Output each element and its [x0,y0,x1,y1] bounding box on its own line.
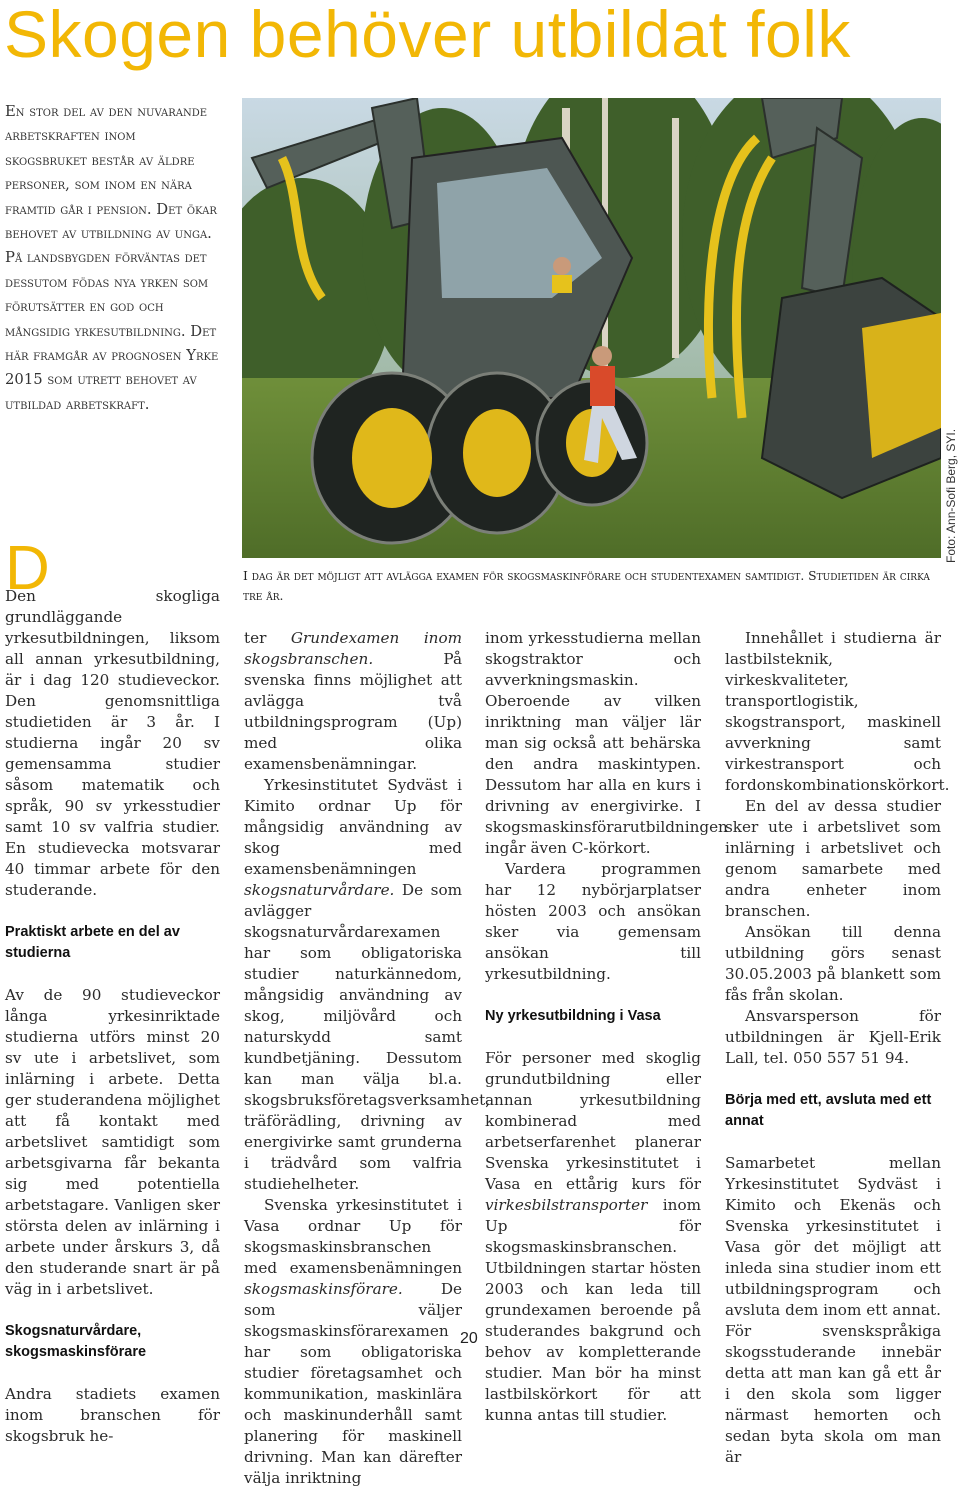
forest-machine-photo [242,98,941,558]
photo-caption: I dag är det möjligt att avlägga examen för skogsmaskinförare och studentexamen samtidigt. Studietiden är cirka tre år. [243,569,930,603]
col3-p3-c: inom Up för skogsmaskinsbranschen. Utbildningen startar hösten 2003 och kan leda till grundexamen beroende på studerandes bakgrund och behov av kompletterande studier. Man bör ha minst lastbilskörkort för att kunna antas till studier. [485,1196,701,1424]
col2-p3-c: De som väljer skogsmaskinsförarexamen har som obligatoriska studier företagsamhet och kommunikation, maskinlära och maskinunderhåll samt planering för maskinell drivning. Man kan därefter välja inriktning [244,1280,462,1487]
col2-p2-a: Yrkesinstitutet Sydväst i Kimito ordnar Up för mångsidig användning av skog med examensbenämningen [244,776,462,878]
col4-paragraph-2: En del av dessa studier sker ute i arbetslivet som inlärning i arbetslivet och genom samarbete med andra enheter inom branschen. [725,797,941,920]
harvester-head [762,278,941,498]
col2-p1-b: Grundexamen inom skogsbranschen. [244,629,462,668]
col1-paragraph-1: Den skogliga grundläggande yrkesutbildningen, liksom all annan yrkesutbildning, är i dag 120 studieveckor. Den genomsnittliga studietiden är 3 år. I studierna ingår 20 sv gemensamma studier såsom matematik och språk, 90 sv yrkesstudier samt 10 sv valfria studier. En studievecka motsvarar 40 timmar arbete för den studerande. [5,587,220,899]
col1-paragraph-2: Av de 90 studieveckor långa yrkesinriktade studierna utförs minst 20 sv ute i arbetslivet, som inlärning i arbete. Detta ger studerandena möjlighet att få kontakt med arbetslivet samtidigt som arbetsgivarna får bekanta sig med potentiella arbetstagare. Vanligen sker största delen av inlärning i arbete under årskurs 3, då den studerande snart är på väg in i arbetslivet. [5,986,220,1298]
lead-paragraph: En stor del av den nuvarande arbetskraften inom skogsbruket består av äldre personer, som inom en nära framtid går i pension. Det ökar behovet av utbildning av unga. På landsbygden förväntas det dessutom födas nya yrken som förutsätter en god och mångsidig yrkesutbildning. Det här framgår av prognosen Yrke 2015 som utrett behovet av utbildad arbetskraft. [5,103,219,413]
col3-p3-b: virkesbilstransporter [485,1196,648,1214]
col2-p3-b: skogsmaskinsförare. [244,1280,403,1298]
col4-paragraph-4: Ansvarsperson för utbildningen är Kjell-Erik Lall, tel. 050 557 51 94. [725,1007,941,1067]
col3-paragraph-1: inom yrkesstudierna mellan skogstraktor och avverkningsmaskin. Oberoende av vilken inriktning man väljer lär man sig också att behärska den andra maskintypen. Dessutom har alla en kurs i drivning av energivirke. I skogsmaskinsförarutbildningen ingår även C-körkort. [485,629,728,857]
col3-heading-1: Ny yrkesutbildning i Vasa [485,1008,661,1024]
col3-paragraph-2: Vardera programmen har 12 nybörjarplatser hösten 2003 och ansökan sker via gemensam ansökan till yrkesutbildning. [485,860,701,983]
col2-p2-c: De som avlägger skogsnaturvårdarexamen har som obligatoriska studier naturkännedom, mångsidig användning av skog, miljövård och naturskydd samt kundbetjäning. Dessutom kan man välja bl.a. skogsbruksföretagsverksamhet, träförädling, drivning av energivirke samt grunderna i trädvård som valfria studiehelheter. [244,881,491,1193]
col4-paragraph-1: Innehållet i studierna är lastbilsteknik, virkeskvaliteter, transportlogistik, skogstransport, maskinell avverkning samt virkestransport och fordonskombinationskörkort. [725,629,950,794]
column-3 [485,628,728,1426]
col3-p3-a: För personer med skoglig grundutbildning eller annan yrkesutbildning kombinerad med arbetserfarenhet planerar Svenska yrkesinstitutet i Vasa en ettårig kurs för [485,1049,701,1193]
col1-heading-2: Skogsnaturvårdare, skogsmaskinsförare [5,1323,147,1360]
photo-credit: Foto: Ann-Sofi Berg, SYI. [944,428,958,563]
col1-paragraph-3: Andra stadiets examen inom branschen för skogsbruk he- [5,1385,220,1445]
col4-paragraph-3: Ansökan till denna utbildning görs senast 30.05.2003 på blankett som fås från skolan. [725,923,941,1004]
col4-paragraph-5: Samarbetet mellan Yrkesinstitutet Sydväst i Kimito och Ekenäs och Svenska yrkesinstitutet i Vasa gör det möjligt att inleda sina studier inom ett utbildningsprogram och avsluta dem inom ett annat. För svenskspråkiga skogsstuderande innebär detta att man kan gå ett år i den skola som ligger närmast hemorten och sedan byta skola om man är [725,1154,941,1466]
col2-p1-c: På svenska finns möjlighet att avlägga två utbildningsprogram (Up) med olika examensbenämningar. [244,650,462,773]
forest-machine-illustration [242,98,941,558]
person-in-cab [552,257,572,293]
column-1 [5,586,220,1447]
col2-p3-a: Svenska yrkesinstitutet i Vasa ordnar Up för skogsmaskinsbranschen med examensbenämningen [244,1196,462,1277]
col1-heading-1: Praktiskt arbete en del av studierna [5,924,180,961]
col4-heading-1: Börja med ett, avsluta med ett annat [725,1092,932,1129]
drop-cap: D [5,534,50,603]
page-title: Skogen behöver utbildat folk [4,0,851,71]
col2-p2-b: skogsnaturvårdare. [244,881,395,899]
column-4 [725,628,950,1468]
col2-p1-a: ter [244,629,291,647]
page-number: 20 [460,1330,478,1347]
